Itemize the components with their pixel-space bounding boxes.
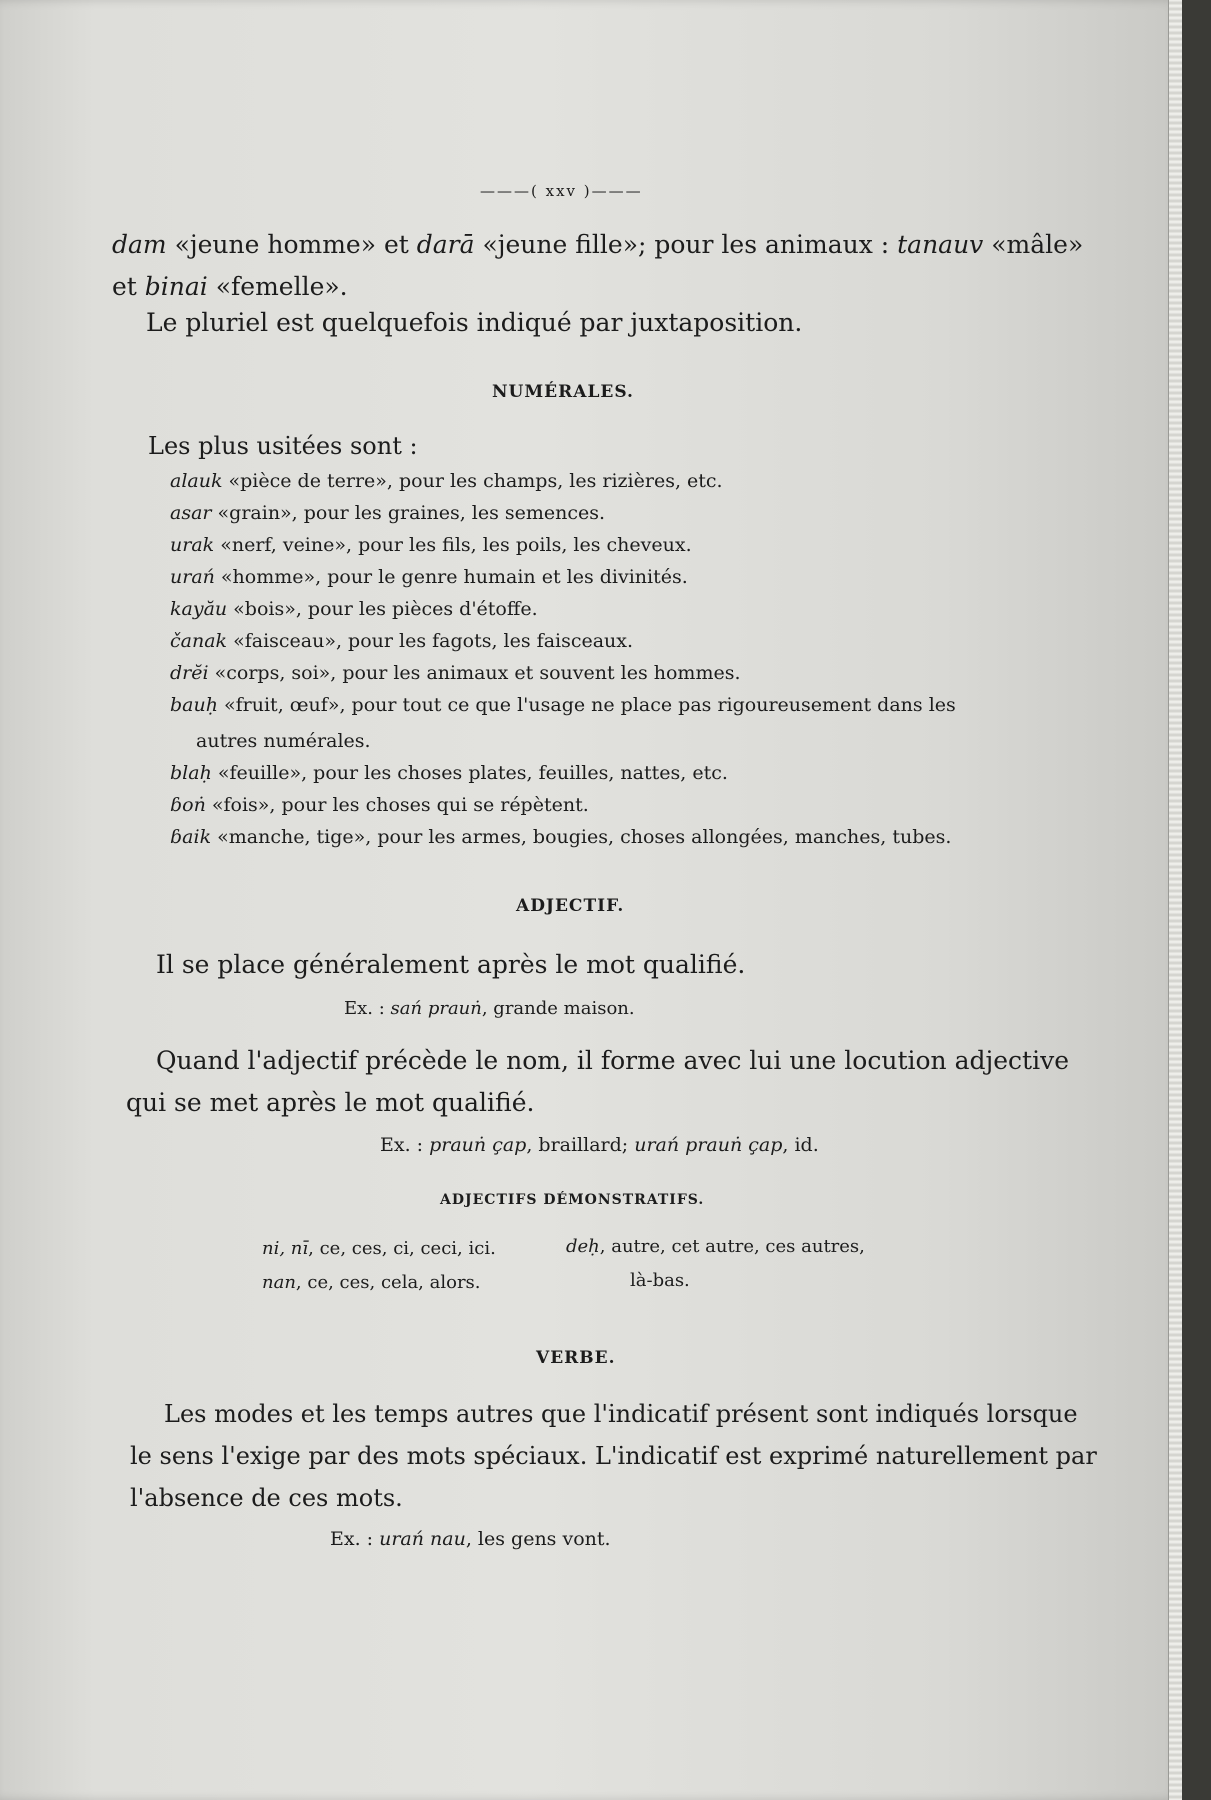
- numerale-item: [170, 794, 589, 816]
- verbe-heading: VERBE.: [536, 1348, 616, 1368]
- text: «grain», pour les graines, les semences.: [211, 502, 606, 524]
- word: urań prauṅ çap: [634, 1134, 783, 1156]
- demonstratif-row: [262, 1238, 496, 1259]
- numerale-item: [170, 762, 728, 784]
- word: dam: [112, 230, 167, 259]
- word: tanauv: [897, 230, 984, 259]
- text: «corps, soi», pour les animaux et souvent les hommes.: [208, 662, 741, 684]
- numerale-item: [170, 630, 633, 652]
- verbe-line-1: Les modes et les temps autres que l'indicatif présent sont indiqués lorsque: [164, 1400, 1078, 1428]
- word: drĕi: [170, 662, 209, 684]
- numerales-heading: NUMÉRALES.: [492, 382, 634, 402]
- intro-line-2: [112, 272, 348, 301]
- ex-label: Ex. :: [380, 1134, 430, 1156]
- word: darā: [416, 230, 475, 259]
- word: blaḥ: [170, 762, 212, 784]
- word: asar: [170, 502, 212, 524]
- text: , id.: [782, 1134, 819, 1156]
- numerales-intro: Les plus usitées sont :: [148, 432, 418, 460]
- word: urań nau: [379, 1528, 466, 1550]
- plural-paragraph: Le pluriel est quelquefois indiqué par juxtaposition.: [146, 308, 803, 337]
- word: urak: [170, 534, 215, 556]
- demonstratif-row: [566, 1236, 865, 1257]
- text: et: [112, 272, 145, 301]
- numerale-item: [170, 694, 956, 716]
- demonstratif-row: là-bas.: [630, 1270, 690, 1291]
- text: «bois», pour les pièces d'étoffe.: [227, 598, 538, 620]
- text: , ce, ces, cela, alors.: [295, 1272, 481, 1293]
- verbe-line-3: l'absence de ces mots.: [130, 1484, 403, 1512]
- word: ni, nī: [262, 1238, 309, 1259]
- text: , braillard;: [526, 1134, 635, 1156]
- adjectif-paragraph-2-line-1: Quand l'adjectif précède le nom, il forme avec lui une locution adjective: [156, 1046, 1070, 1075]
- adjectif-heading: ADJECTIF.: [516, 896, 625, 916]
- numerale-item: [170, 566, 688, 588]
- text: , les gens vont.: [465, 1528, 611, 1550]
- word: binai: [144, 272, 208, 301]
- text: «fruit, œuf», pour tout ce que l'usage ne place pas rigoureusement dans les: [217, 694, 956, 716]
- text: «homme», pour le genre humain et les divinités.: [214, 566, 688, 588]
- text: , grande maison.: [481, 998, 635, 1019]
- intro-line-1: [112, 230, 1083, 259]
- word: prauṅ çap: [429, 1134, 527, 1156]
- numerale-item: [170, 598, 538, 620]
- text: «pièce de terre», pour les champs, les rizières, etc.: [222, 470, 723, 492]
- word: urań: [170, 566, 215, 588]
- word: alauk: [170, 470, 223, 492]
- verbe-line-2: le sens l'exige par des mots spéciaux. L'indicatif est exprimé naturellement par: [130, 1442, 1097, 1470]
- text: «femelle».: [207, 272, 348, 301]
- demonstratif-row: [262, 1272, 481, 1293]
- word: čanak: [170, 630, 228, 652]
- text: «jeune homme» et: [166, 230, 417, 259]
- text: , ce, ces, ci, ceci, ici.: [308, 1238, 496, 1259]
- ex-label: Ex. :: [344, 998, 391, 1019]
- text: «manche, tige», pour les armes, bougies, choses allongées, manches, tubes.: [211, 826, 952, 848]
- word: sań prauṅ: [390, 998, 482, 1019]
- word: bauḥ: [170, 694, 218, 716]
- ex-label: Ex. :: [330, 1528, 380, 1550]
- text: «fois», pour les choses qui se répètent.: [205, 794, 589, 816]
- text: «feuille», pour les choses plates, feuilles, nattes, etc.: [211, 762, 728, 784]
- book-spine: [1182, 0, 1211, 1800]
- text: , autre, cet autre, ces autres,: [599, 1236, 865, 1257]
- page-header: ———( xxv )———: [480, 182, 643, 200]
- numerale-item: [170, 662, 741, 684]
- text: «faisceau», pour les fagots, les faisceaux.: [227, 630, 634, 652]
- word: nan: [262, 1272, 296, 1293]
- word: ɓoṅ: [170, 794, 206, 816]
- adjectif-example-2: [380, 1134, 819, 1156]
- word: ɓaik: [170, 826, 212, 848]
- text: «mâle»: [983, 230, 1084, 259]
- adjectif-paragraph-1: Il se place généralement après le mot qualifié.: [156, 950, 746, 979]
- numerale-item: [170, 470, 723, 492]
- numerale-item: [196, 730, 371, 752]
- text: autres numérales.: [196, 730, 371, 752]
- text: «jeune fille»; pour les animaux :: [474, 230, 898, 259]
- numerale-item: [170, 534, 692, 556]
- numerale-item: [170, 502, 605, 524]
- word: kayău: [170, 598, 228, 620]
- adjectif-example-1: [344, 998, 635, 1019]
- verbe-example: [330, 1528, 611, 1550]
- adjectif-paragraph-2-line-2: qui se met après le mot qualifié.: [126, 1088, 535, 1117]
- demonstratifs-heading: ADJECTIFS DÉMONSTRATIFS.: [440, 1192, 705, 1208]
- numerale-item: [170, 826, 951, 848]
- text: «nerf, veine», pour les fils, les poils, les cheveux.: [214, 534, 692, 556]
- word: deḥ: [566, 1236, 600, 1257]
